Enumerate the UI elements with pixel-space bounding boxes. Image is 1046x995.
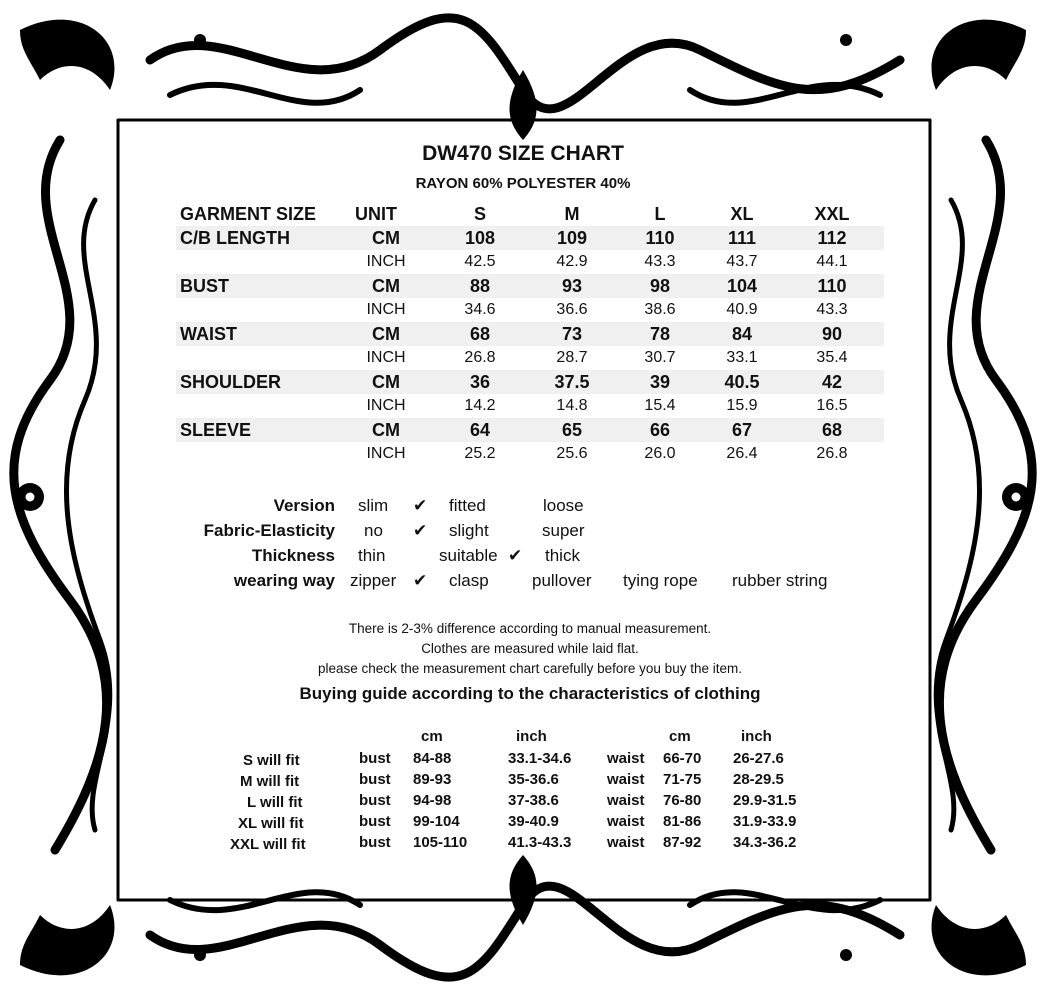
attr-option: slim: [358, 496, 389, 515]
attr-option: pullover: [532, 571, 592, 590]
row-label: WAIST: [180, 324, 237, 344]
cell-value: 14.8: [556, 397, 588, 414]
guide-size: S will fit: [243, 752, 300, 769]
attr-option: no: [364, 521, 383, 540]
cell-value: 73: [561, 324, 583, 344]
cell-value: 35.4: [816, 349, 848, 366]
material-composition: RAYON 60% POLYESTER 40%: [415, 175, 631, 192]
note-line: There is 2-3% difference according to manual measurement.: [348, 621, 712, 636]
unit-inch: INCH: [366, 253, 406, 270]
table-row: [176, 394, 884, 418]
cell-value: 104: [726, 276, 758, 296]
attr-option: fitted: [449, 496, 486, 515]
cell-value: 109: [556, 228, 588, 248]
unit-cm: CM: [372, 420, 400, 440]
header-unit: UNIT: [355, 204, 397, 224]
attr-version-label: Version: [273, 496, 335, 515]
cell-value: 98: [649, 276, 671, 296]
cell-value: 26.8: [464, 349, 496, 366]
guide-value: 81-86: [663, 813, 702, 830]
attr-option: thin: [358, 546, 386, 565]
cell-value: 42.9: [556, 253, 588, 270]
guide-value: 33.1-34.6: [508, 750, 572, 767]
guide-value: 39-40.9: [508, 813, 559, 830]
row-label: SHOULDER: [180, 372, 282, 392]
attr-option: clasp: [449, 571, 489, 590]
cell-value: 93: [561, 276, 583, 296]
guide-size: XL will fit: [238, 815, 304, 832]
guide-value: 94-98: [413, 792, 452, 809]
guide-value: 76-80: [663, 792, 702, 809]
check-icon: ✔: [413, 521, 428, 540]
header-size-l: L: [654, 204, 666, 224]
attr-thickness-label: Thickness: [251, 546, 335, 565]
unit-inch: INCH: [366, 445, 406, 462]
guide-value: 35-36.6: [508, 771, 559, 788]
table-row: [176, 442, 884, 466]
guide-value: 105-110: [413, 834, 468, 851]
cell-value: 39: [649, 372, 671, 392]
cell-value: 110: [817, 276, 847, 296]
guide-value: 66-70: [663, 750, 702, 767]
header-size-xxl: XXL: [814, 204, 850, 224]
header-size-xl: XL: [730, 204, 754, 224]
header-size-s: S: [473, 204, 486, 224]
unit-inch: INCH: [366, 349, 406, 366]
cell-value: 14.2: [464, 397, 496, 414]
guide-value: 34.3-36.2: [733, 834, 797, 851]
table-row: [176, 226, 884, 250]
table-row: [176, 418, 884, 442]
guide-bust-label: bust: [359, 792, 391, 809]
cell-value: 110: [645, 228, 675, 248]
row-label: SLEEVE: [180, 420, 252, 440]
cell-value: 42.5: [464, 253, 496, 270]
guide-bust-label: bust: [359, 834, 391, 851]
guide-value: 37-38.6: [508, 792, 559, 809]
attr-option: rubber string: [732, 571, 828, 590]
guide-bust-label: bust: [359, 750, 391, 767]
cell-value: 42: [821, 372, 843, 392]
unit-inch: INCH: [366, 397, 406, 414]
attr-option: loose: [543, 496, 584, 515]
header-garment-size: GARMENT SIZE: [180, 204, 317, 224]
cell-value: 16.5: [816, 397, 848, 414]
attr-option: slight: [449, 521, 489, 540]
guide-value: 26-27.6: [733, 750, 784, 767]
unit-cm: CM: [372, 372, 400, 392]
cell-value: 65: [561, 420, 583, 440]
cell-value: 26.0: [644, 445, 676, 462]
size-table: [176, 202, 884, 466]
table-row: [176, 322, 884, 346]
attr-option: tying rope: [623, 571, 698, 590]
attr-elasticity-label: Fabric-Elasticity: [203, 521, 335, 540]
guide-header-inch: inch: [741, 728, 772, 745]
buying-guide-title: Buying guide according to the characteristics of clothing: [299, 684, 761, 703]
table-row: [176, 298, 884, 322]
cell-value: 38.6: [644, 301, 676, 318]
guide-waist-label: waist: [607, 813, 645, 830]
guide-value: 99-104: [413, 813, 460, 830]
attr-option: zipper: [350, 571, 397, 590]
cell-value: 64: [469, 420, 491, 440]
guide-value: 41.3-43.3: [508, 834, 572, 851]
note-line: please check the measurement chart carefully before you buy the item.: [318, 661, 742, 676]
cell-value: 43.3: [816, 301, 848, 318]
check-icon: ✔: [413, 571, 428, 590]
table-row: [176, 250, 884, 274]
cell-value: 112: [817, 228, 847, 248]
cell-value: 30.7: [644, 349, 676, 366]
cell-value: 25.2: [464, 445, 496, 462]
guide-size: M will fit: [240, 773, 300, 790]
cell-value: 43.7: [726, 253, 758, 270]
guide-value: 84-88: [413, 750, 452, 767]
guide-waist-label: waist: [607, 834, 645, 851]
guide-waist-label: waist: [607, 750, 645, 767]
cell-value: 15.4: [644, 397, 676, 414]
unit-cm: CM: [372, 228, 400, 248]
cell-value: 67: [731, 420, 753, 440]
table-row: [176, 274, 884, 298]
guide-header-inch: inch: [516, 728, 547, 745]
cell-value: 37.5: [554, 372, 590, 392]
cell-value: 25.6: [556, 445, 588, 462]
cell-value: 111: [727, 228, 757, 248]
cell-value: 68: [821, 420, 843, 440]
guide-value: 87-92: [663, 834, 702, 851]
cell-value: 40.5: [724, 372, 760, 392]
guide-value: 29.9-31.5: [733, 792, 797, 809]
guide-header-cm: cm: [669, 728, 691, 745]
cell-value: 28.7: [556, 349, 588, 366]
cell-value: 26.8: [816, 445, 848, 462]
cell-value: 78: [649, 324, 671, 344]
chart-title: DW470 SIZE CHART: [422, 142, 624, 165]
cell-value: 33.1: [726, 349, 758, 366]
unit-inch: INCH: [366, 301, 406, 318]
cell-value: 44.1: [816, 253, 848, 270]
cell-value: 108: [464, 228, 496, 248]
guide-header-cm: cm: [421, 728, 443, 745]
cell-value: 36.6: [556, 301, 588, 318]
cell-value: 36: [469, 372, 491, 392]
row-label: BUST: [180, 276, 229, 296]
check-icon: ✔: [413, 496, 428, 515]
attr-option: suitable: [439, 546, 498, 565]
guide-bust-label: bust: [359, 813, 391, 830]
guide-bust-label: bust: [359, 771, 391, 788]
cell-value: 90: [821, 324, 843, 344]
table-row: [176, 370, 884, 394]
cell-value: 40.9: [726, 301, 758, 318]
cell-value: 26.4: [726, 445, 758, 462]
attr-wearing-label: wearing way: [233, 571, 335, 590]
cell-value: 88: [469, 276, 491, 296]
attr-option: thick: [545, 546, 580, 565]
cell-value: 66: [649, 420, 671, 440]
table-header-row: [176, 202, 884, 226]
cell-value: 34.6: [464, 301, 496, 318]
row-label: C/B LENGTH: [180, 228, 290, 248]
guide-size: L will fit: [247, 794, 303, 811]
guide-value: 71-75: [663, 771, 702, 788]
check-icon: ✔: [508, 546, 523, 565]
guide-waist-label: waist: [607, 771, 645, 788]
cell-value: 15.9: [726, 397, 758, 414]
cell-value: 84: [731, 324, 753, 344]
header-size-m: M: [564, 204, 580, 224]
attr-option: super: [542, 521, 585, 540]
guide-value: 28-29.5: [733, 771, 784, 788]
guide-size: XXL will fit: [230, 836, 306, 853]
unit-cm: CM: [372, 276, 400, 296]
table-row: [176, 346, 884, 370]
guide-waist-label: waist: [607, 792, 645, 809]
note-line: Clothes are measured while laid flat.: [421, 641, 639, 656]
unit-cm: CM: [372, 324, 400, 344]
guide-value: 31.9-33.9: [733, 813, 797, 830]
cell-value: 43.3: [644, 253, 676, 270]
guide-value: 89-93: [413, 771, 452, 788]
cell-value: 68: [469, 324, 491, 344]
